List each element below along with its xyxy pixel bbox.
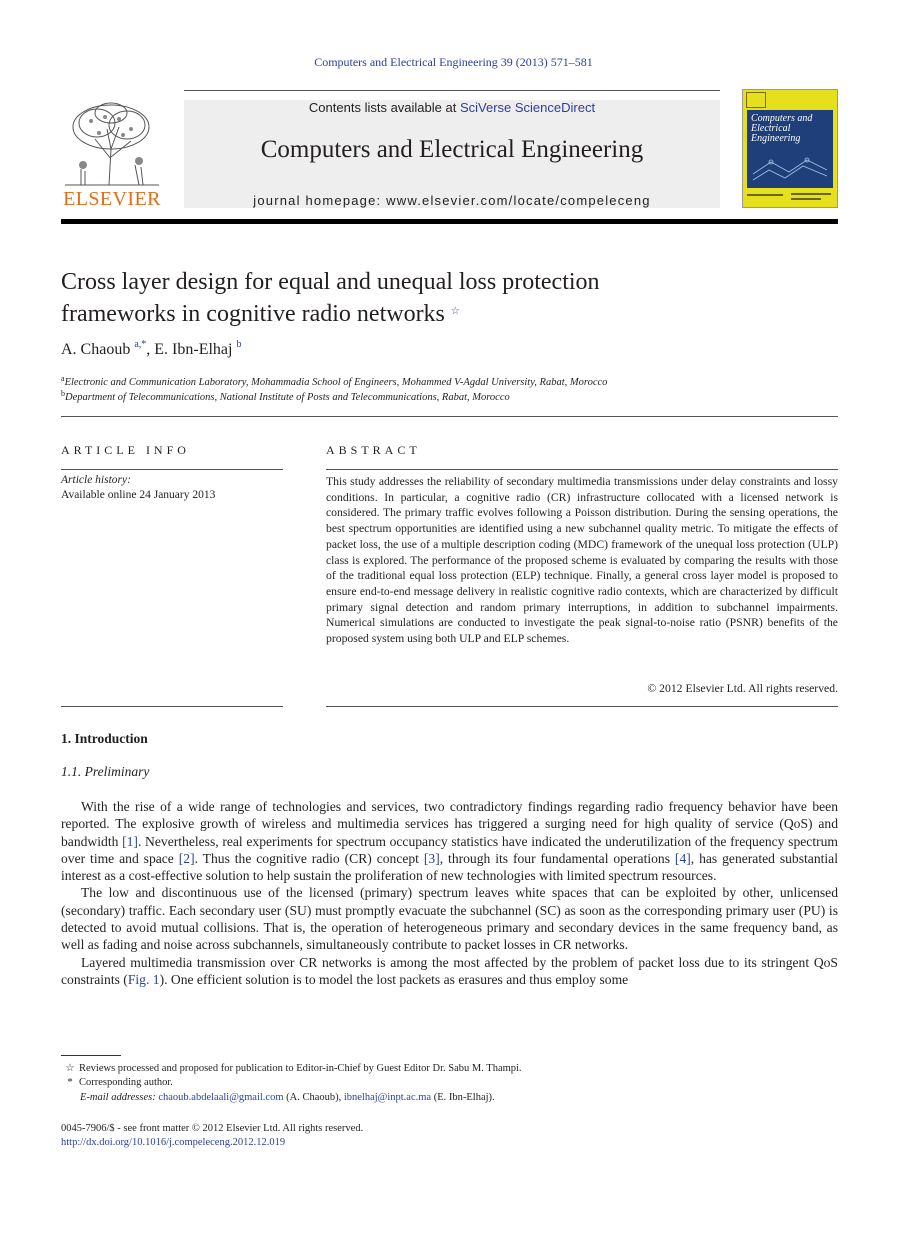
sciencedirect-link[interactable]: SciVerse ScienceDirect (459, 100, 596, 115)
elsevier-wordmark: ELSEVIER (63, 188, 161, 210)
affiliation-a-text: Electronic and Communication Laboratory, Mohammadia School of Engineers, Mohammed V-Agdal University, Rabat, Morocco (64, 377, 608, 388)
affiliation-b-sup: b (61, 389, 65, 398)
footnote-star-icon: ☆ (65, 1063, 75, 1074)
email-ibnelhaj-name: (E. Ibn-Elhaj). (431, 1092, 495, 1103)
section-heading-introduction: 1. Introduction (61, 731, 148, 746)
article-history-label: Article history: (61, 474, 131, 486)
email-chaoub-name: (A. Chaoub), (283, 1092, 344, 1103)
cover-title-line2: Electrical Engineering (751, 123, 801, 144)
tree-icon (61, 99, 163, 187)
citation-2[interactable]: [2] (178, 850, 195, 866)
affiliation-rule (61, 416, 838, 417)
affiliation-b (61, 389, 510, 403)
body-text (61, 798, 838, 988)
p3-part-b: ). One efficient solution is to model the lost packets as erasures and thus employ some (159, 971, 629, 987)
affiliation-b-text: Department of Telecommunications, National Institute of Posts and Telecommunications, Rabat, Morocco (65, 392, 510, 403)
email-label: E-mail addresses: (80, 1092, 156, 1103)
citation-4[interactable]: [4] (674, 850, 691, 866)
journal-reference[interactable]: Computers and Electrical Engineering 39 (2013) 571–581 (314, 55, 593, 69)
issn-line: 0045-7906/$ - see front matter © 2012 Elsevier Ltd. All rights reserved. (61, 1123, 364, 1134)
journal-title: Computers and Electrical Engineering (260, 136, 644, 163)
info-rule-top (61, 469, 283, 470)
elsevier-logo (61, 99, 163, 211)
article-title-line2-text: frameworks in cognitive radio networks (61, 301, 445, 327)
p1-part-a: With the rise of a wide range of technologies and services, two contradictory findings regarding radio frequency behavior have been reported. The explosive growth of wireless and multimedia services has triggered a surging need for high quality of service (QoS) and bandwidth (61, 799, 838, 849)
footnote-emails (80, 1092, 495, 1103)
circuit-icon (751, 154, 829, 182)
subsection-heading-preliminary: 1.1. Preliminary (61, 764, 150, 779)
doi-link[interactable]: http://dx.doi.org/10.1016/j.compeleceng.2012.12.019 (61, 1137, 286, 1148)
article-title-line2 (61, 297, 761, 329)
cover-title-block (747, 110, 833, 188)
citation-3[interactable]: [3] (423, 850, 440, 866)
paragraph-2: The low and discontinuous use of the licensed (primary) spectrum leaves white spaces that can be exploited by other, unlicensed (secondary) traffic. Each secondary user (SU) must promptly evacuate the subchannel (SC) as soon as the corresponding primary user (PU) is detected to avoid mutual collisions. That is, the operation of heterogeneous primary and secondary devices in the same frequency band, as well as fading and noise across subchannels, simultaneously contribute to packet losses in CR networks. (61, 885, 838, 953)
p3-part-a: Layered multimedia transmission over CR networks is among the most affected by the problem of packet loss due to its stringent QoS constraints ( (61, 954, 838, 987)
abstract-rule-top (326, 469, 838, 470)
banner-top-rule (184, 90, 720, 91)
author-separator: , (146, 341, 155, 358)
affiliation-a (61, 374, 607, 388)
info-rule-bottom (61, 706, 283, 707)
author-list (61, 339, 241, 359)
author-ibn-elhaj-affil-sup[interactable]: b (236, 339, 242, 350)
cover-footer-icon (747, 191, 833, 203)
cover-emblem (746, 92, 766, 108)
footnote-asterisk-icon: * (67, 1077, 73, 1088)
p1-part-c: . Thus the cognitive radio (CR) concept (194, 850, 424, 866)
homepage-prefix: journal homepage: (253, 193, 387, 208)
footnote-rule (61, 1055, 121, 1056)
p1-part-e: , has generated substantial interest as a cost-effective solution to help sustain the proliferation of new technologies with limited spectrum resources. (61, 850, 838, 884)
email-ibnelhaj-link[interactable]: ibnelhaj@inpt.ac.ma (343, 1092, 432, 1103)
author-ibn-elhaj: E. Ibn-Elhaj (154, 341, 233, 358)
article-history-value: Available online 24 January 2013 (61, 489, 216, 501)
p1-part-d: , through its four fundamental operations (439, 850, 675, 866)
contents-line (184, 100, 720, 115)
contents-prefix: Contents lists available at (308, 100, 460, 115)
paragraph-1 (61, 798, 838, 884)
corresponding-author-asterisk[interactable]: * (141, 339, 147, 350)
article-title (61, 268, 761, 329)
citation-1[interactable]: [1] (122, 833, 138, 849)
email-chaoub-link[interactable]: chaoub.abdelaali@gmail.com (158, 1092, 284, 1103)
title-footnote-star-icon[interactable]: ☆ (450, 306, 460, 317)
homepage-line (184, 193, 720, 208)
article-title-line1: Cross layer design for equal and unequal loss protection (61, 269, 600, 295)
affiliation-a-sup: a (61, 374, 65, 383)
homepage-url[interactable]: www.elsevier.com/locate/compeleceng (386, 193, 651, 208)
footnote-corresponding-text: Corresponding author. (79, 1077, 173, 1088)
footnote-corresponding (61, 1077, 173, 1088)
p1-part-b: . Nevertheless, real experiments for spectrum occupancy statistics have indicated the underutilization of the frequency spectrum over time and space (61, 833, 838, 866)
footnote-review-text: Reviews processed and proposed for publication to Editor-in-Chief by Guest Editor Dr. Sabu M. Thampi. (79, 1063, 522, 1074)
paragraph-3 (61, 954, 838, 989)
abstract-text: This study addresses the reliability of secondary multimedia transmissions under delay constraints and lossy conditions. In particular, a cognitive radio (CR) infrastructure collocated with a licensed network is considered. The primary traffic evolves following a Poisson distribution. During the sensing operations, the best spectrum opportunities are identified using a new subchannel quality metric. To mitigate the effects of packet loss, the use of a multiple description coding (MDC) framework of the unequal loss protection (ULP) class is explored. The performance of the proposed scheme is evaluated by comparing the results with those of the traditional equal loss protection (ELP) technique. Finally, a general cross layer model is proposed to ensure end-to-end message delivery in realistic cognitive radio contexts, which are characterized by difficult primary signal detection and random primary interruptions, in addition to subchannel impairments. Numerical simulations are conducted to investigate the peak signal-to-noise ratio (PSNR) benefits of the proposed system using both ULP and ELP schemes. (326, 475, 838, 646)
author-chaoub: A. Chaoub (61, 341, 131, 358)
figure-1-link[interactable]: Fig. 1 (127, 971, 160, 987)
article-info-heading: ARTICLE INFO (61, 443, 190, 457)
cover-title-line1: Computers and (751, 113, 813, 124)
abstract-heading: ABSTRACT (326, 443, 421, 457)
abstract-rule-bottom (326, 706, 838, 707)
footnote-review (61, 1062, 522, 1074)
journal-cover[interactable] (742, 89, 838, 208)
author-chaoub-affil-sup[interactable]: a, (134, 339, 142, 350)
header-rule (61, 219, 838, 224)
abstract-copyright: © 2012 Elsevier Ltd. All rights reserved. (647, 682, 838, 695)
